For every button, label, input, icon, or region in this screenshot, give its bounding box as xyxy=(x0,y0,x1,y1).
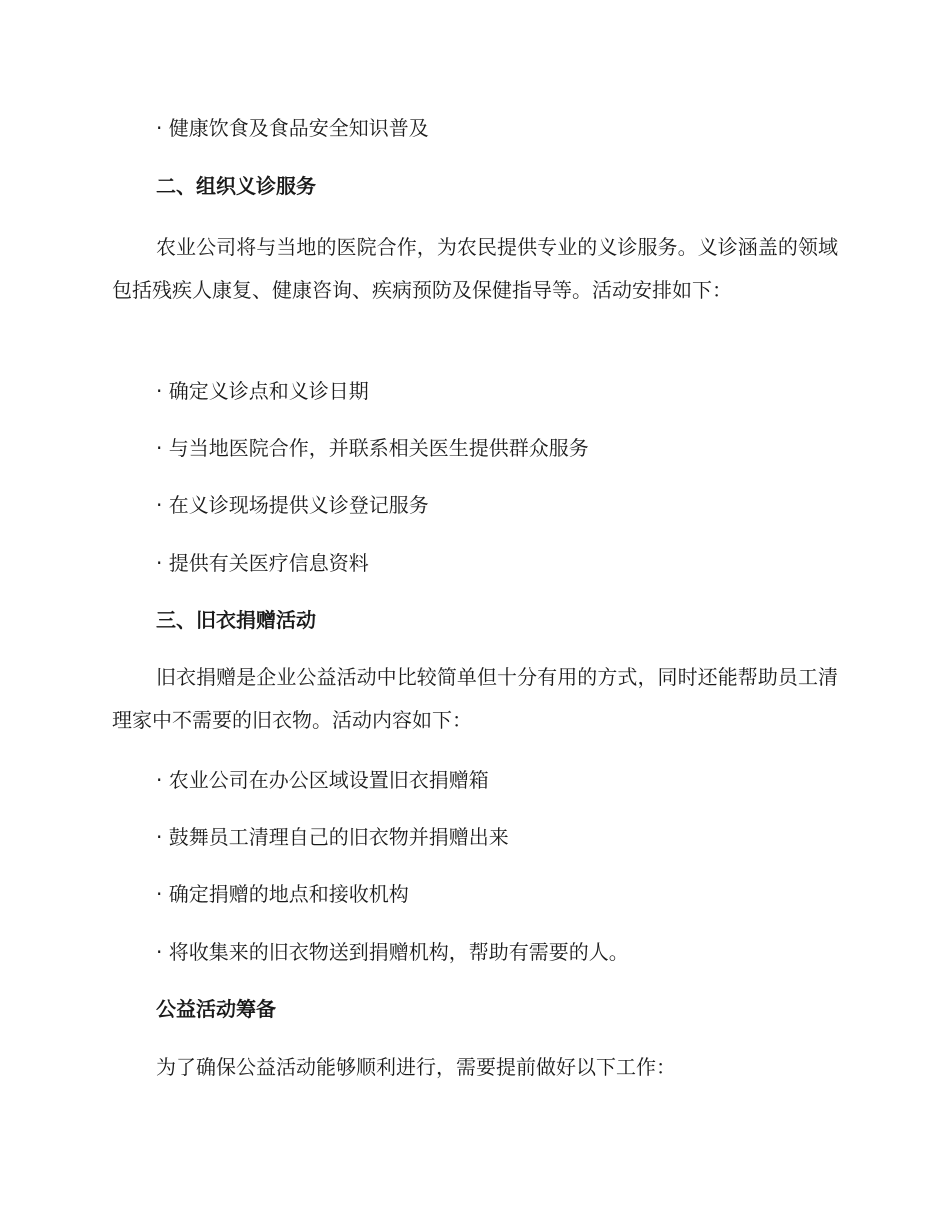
bullet-send-clothes: · 将收集来的旧衣物送到捐赠机构，帮助有需要的人。 xyxy=(156,940,629,964)
bullet-hospital-cooperation: · 与当地医院合作，并联系相关医生提供群众服务 xyxy=(156,436,589,460)
bullet-medical-info: · 提供有关医疗信息资料 xyxy=(156,551,369,575)
heading-free-clinic: 二、组织义诊服务 xyxy=(156,174,316,198)
bullet-donation-location: · 确定捐赠的地点和接收机构 xyxy=(156,882,409,906)
paragraph-free-clinic: 农业公司将与当地的医院合作，为农民提供专业的义诊服务。义诊涵盖的领域包括残疾人康复、健康咨询、疾病预防及保健指导等。活动安排如下： xyxy=(112,235,838,302)
bullet-healthy-diet: · 健康饮食及食品安全知识普及 xyxy=(156,116,429,140)
bullet-clinic-registration: · 在义诊现场提供义诊登记服务 xyxy=(156,493,429,517)
bullet-clinic-date: · 确定义诊点和义诊日期 xyxy=(156,379,369,403)
heading-clothes-donation: 三、旧衣捐赠活动 xyxy=(156,608,316,632)
paragraph-preparation: 为了确保公益活动能够顺利进行，需要提前做好以下工作： xyxy=(156,1055,676,1079)
heading-preparation: 公益活动筹备 xyxy=(156,997,276,1021)
bullet-encourage-staff: · 鼓舞员工清理自己的旧衣物并捐赠出来 xyxy=(156,825,509,849)
paragraph-clothes-donation: 旧衣捐赠是企业公益活动中比较简单但十分有用的方式，同时还能帮助员工清理家中不需要的旧衣物。活动内容如下： xyxy=(112,665,838,732)
bullet-donation-box: · 农业公司在办公区域设置旧衣捐赠箱 xyxy=(156,768,489,792)
